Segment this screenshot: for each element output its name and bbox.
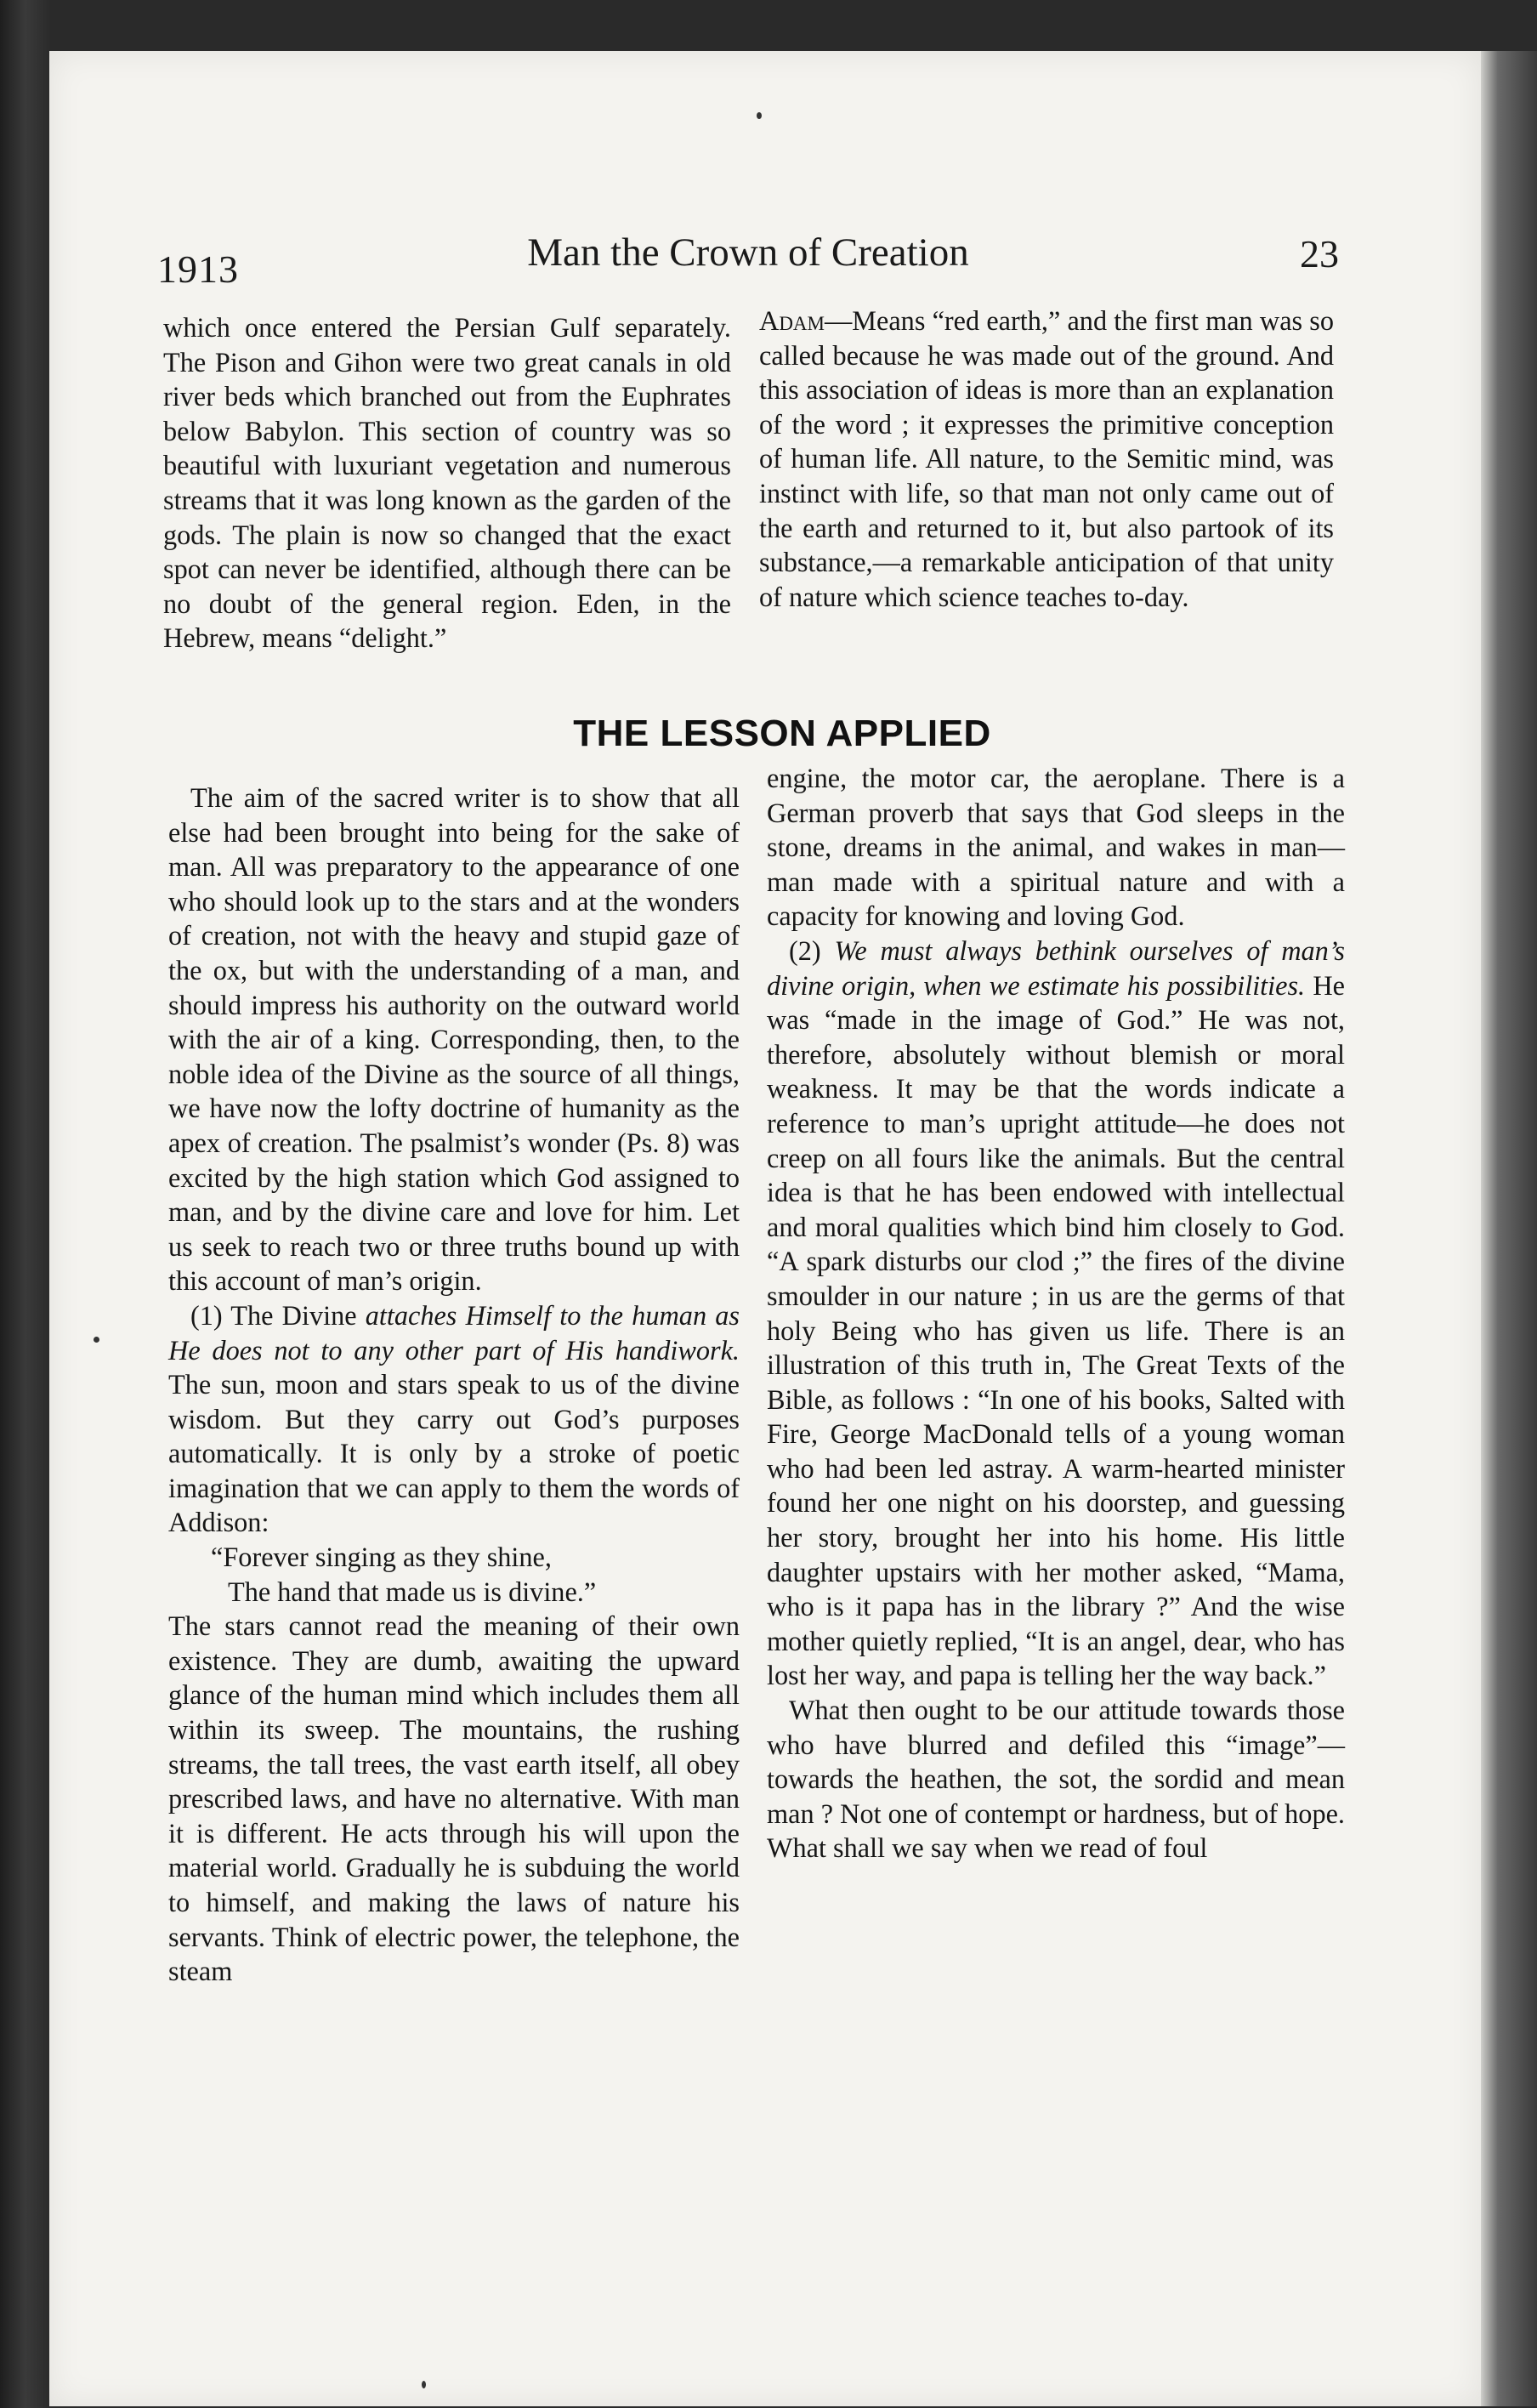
point-two-italic: We must always bethink ourselves of man’s divine origin, when we estimate his possibilities. — [767, 934, 1345, 1001]
header-title: Man the Crown of Creation — [527, 230, 969, 275]
paragraph-point-one — [168, 1298, 740, 1540]
running-header — [157, 228, 1339, 296]
book-page-edge — [1481, 51, 1537, 2406]
scan-speck — [94, 1337, 99, 1343]
paragraph-adam — [759, 304, 1334, 614]
paragraph-engine: engine, the motor car, the aeroplane. There is a German proverb that says that God sleeps in the stone, dreams in the animal, and wakes in man—man made with a spiritual nature and with a capacity for knowing and loving God. — [767, 763, 1345, 932]
paragraph-adam-text: —Means “red earth,” and the first man was so called because he was made out of the ground. And this association of ideas is more than an explanation of the word ; it expresses the primitive conception of human life. All nature, to the Semitic mind, was instinct with life, so that man not only came out of the earth and returned to it, but also partook of its substance,—a remarkable anticipation of that unity of nature which science teaches to-day. — [759, 305, 1334, 612]
paragraph-attitude: What then ought to be our attitude towards those who have blurred and defiled this “image”—towards the heathen, the sot, the sordid and mean man ? Not one of contempt or hardness, but of hope. What shall we say when we read of foul — [767, 1695, 1345, 1864]
scan-speck — [422, 2381, 426, 2388]
point-one-text: The sun, moon and stars speak to us of the divine wisdom. But they carry out God’s purposes automatically. It is only by a stroke of poetic imagination that we can apply to them the words of Addison: — [168, 1369, 740, 1538]
paragraph-point-two — [767, 934, 1345, 1693]
column-top-left — [163, 310, 731, 656]
paragraph-eden: which once entered the Persian Gulf separately. The Pison and Gihon were two great canals in old river beds which branched out from the Euphrates below Babylon. This section of country was so beautiful with luxuriant vegetation and numerous streams that it was long known as the garden of the gods. The plain is now so changed that the exact spot can never be identified, although there can be no doubt of the general region. Eden, in the Hebrew, means “delight.” — [163, 312, 731, 654]
page-number: 23 — [1300, 232, 1339, 275]
section-heading: THE LESSON APPLIED — [573, 713, 991, 754]
column-bottom-right — [767, 761, 1345, 1866]
point-one-lead: (1) The Divine — [190, 1299, 366, 1331]
verse-line-1: “Forever singing as they shine, — [211, 1542, 552, 1573]
column-top-right — [759, 304, 1334, 614]
term-adam: Adam — [759, 305, 825, 336]
point-two-text: He was “made in the image of God.” He was not, therefore, absolutely without blemish or moral weakness. It may be that the words indicate a reference to man’s upright attitude—he does not creep on all fours like the animals. But the central idea is that he has been endowed with intellectual and moral qualities which bind him closely to God. “A spark disturbs our clod ;” the fires of the divine smoulder in our nature ; in us are the germs of that holy Being who has given us life. There is an illustration of this truth in, The Great Texts of the Bible, as follows : “In one of his books, Salted with Fire, George MacDonald tells of a young woman who had been led astray. A warm-hearted minister found her one night on his doorstep, and guessing her story, brought her into his home. His little daughter upstairs with her mother asked, “Mama, who is it papa has in the library ?” And the wise mother quietly replied, “It is an angel, dear, who has lost her way, and papa is telling her the way back.” — [767, 969, 1345, 1691]
header-year: 1913 — [157, 247, 239, 291]
column-bottom-left — [168, 781, 740, 1989]
point-one-italic: attaches Himself to the human as He does not to any other part of His handiwork. — [168, 1299, 740, 1366]
paragraph-aim: The aim of the sacred writer is to show that all else had been brought into being for the sake of man. All was preparatory to the appearance of one who should look up to the stars and at the wonders of creation, not with the heavy and stupid gaze of the ox, but with the understanding of a man, and should impress his authority on the outward world with the air of a king. Corresponding, then, to the noble idea of the Divine as the source of all things, we have now the lofty doctrine of humanity as the apex of creation. The psalmist’s wonder (Ps. 8) was excited by the high station which God assigned to man, and by the divine care and love for him. Let us seek to reach two or three truths bound up with this account of man’s origin. — [168, 782, 740, 1297]
point-two-lead: (2) — [789, 934, 835, 966]
scan-speck — [757, 112, 762, 119]
verse-line-2: The hand that made us is divine.” — [228, 1576, 597, 1607]
paragraph-stars: The stars cannot read the meaning of their own existence. They are dumb, awaiting the upward glance of the human mind which includes them all within its sweep. The mountains, the rushing streams, the tall trees, the vast earth itself, all obey prescribed laws, and have no alternative. With man it is different. He acts through his will upon the material world. Gradually he is subduing the world to himself, and making the laws of nature his servants. Think of electric power, the telephone, the steam — [168, 1610, 740, 1987]
